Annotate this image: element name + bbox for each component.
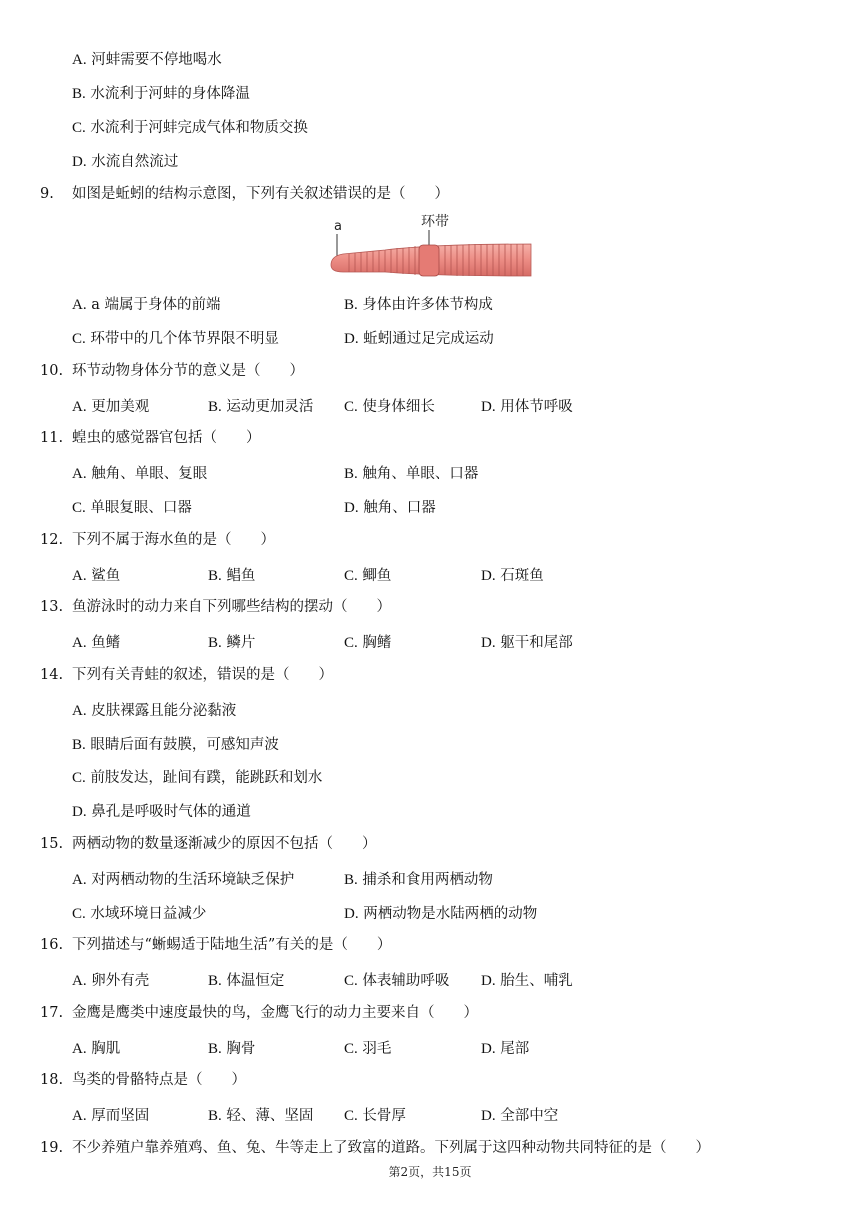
question-number: 19. — [40, 1140, 64, 1156]
question-number: 10. — [40, 363, 64, 379]
q11-option-b: B. 触角、单眼、口器 — [344, 466, 479, 482]
q14-option-d: D. 鼻孔是呼吸时气体的通道 — [72, 804, 251, 820]
question-stem: 鱼游泳时的动力来自下列哪些结构的摆动（ ） — [72, 599, 391, 615]
q18-option-d: D. 全部中空 — [481, 1108, 559, 1124]
question-stem: 如图是蚯蚓的结构示意图，下列有关叙述错误的是（ ） — [72, 186, 449, 202]
q14-option-c: C. 前肢发达，趾间有蹼，能跳跃和划水 — [72, 770, 323, 786]
q14-option-a: A. 皮肤裸露且能分泌黏液 — [72, 703, 237, 719]
q8-option-d: D. 水流自然流过 — [72, 154, 179, 170]
q17-option-b: B. 胸骨 — [208, 1041, 256, 1057]
q18-option-b: B. 轻、薄、坚固 — [208, 1108, 314, 1124]
q12-option-a: A. 鲨鱼 — [72, 568, 121, 584]
question-stem: 下列不属于海水鱼的是（ ） — [72, 532, 275, 548]
label-a: a — [334, 219, 342, 234]
q11-option-c: C. 单眼复眼、口器 — [72, 500, 192, 516]
q13-option-d: D. 躯干和尾部 — [481, 635, 573, 651]
q16-option-d: D. 胎生、哺乳 — [481, 973, 573, 989]
q12-option-c: C. 鲫鱼 — [344, 568, 392, 584]
q8-option-a: A. 河蚌需要不停地喝水 — [72, 52, 222, 68]
question-number: 9. — [40, 186, 54, 202]
question-stem: 下列有关青蛙的叙述，错误的是（ ） — [72, 667, 333, 683]
q9-option-a: A. a 端属于身体的前端 — [72, 297, 221, 313]
q15-option-d: D. 两栖动物是水陆两栖的动物 — [344, 906, 538, 922]
q17-option-d: D. 尾部 — [481, 1041, 530, 1057]
q17-option-a: A. 胸肌 — [72, 1041, 121, 1057]
q15-option-c: C. 水域环境日益减少 — [72, 906, 207, 922]
question-number: 16. — [40, 937, 64, 953]
label-clitellum: 环带 — [421, 214, 449, 230]
page-footer: 第2页，共15页 — [388, 1165, 472, 1179]
question-stem: 环节动物身体分节的意义是（ ） — [72, 363, 304, 379]
q10-option-d: D. 用体节呼吸 — [481, 399, 573, 415]
q9-option-b: B. 身体由许多体节构成 — [344, 297, 493, 313]
question-number: 12. — [40, 532, 64, 548]
q18-option-c: C. 长骨厚 — [344, 1108, 406, 1124]
q16-option-c: C. 体表辅助呼吸 — [344, 973, 450, 989]
question-number: 18. — [40, 1072, 64, 1088]
q12-option-b: B. 鲳鱼 — [208, 568, 256, 584]
q10-option-b: B. 运动更加灵活 — [208, 399, 314, 415]
q11-option-a: A. 触角、单眼、复眼 — [72, 466, 208, 482]
q13-option-b: B. 鳞片 — [208, 635, 256, 651]
q18-option-a: A. 厚而坚固 — [72, 1108, 150, 1124]
question-number: 14. — [40, 667, 64, 683]
question-number: 11. — [40, 430, 64, 446]
q13-option-a: A. 鱼鳍 — [72, 635, 121, 651]
q8-option-b: B. 水流利于河蚌的身体降温 — [72, 86, 250, 102]
question-stem: 金鹰是鹰类中速度最快的鸟，金鹰飞行的动力主要来自（ ） — [72, 1005, 478, 1021]
q9-option-d: D. 蚯蚓通过足完成运动 — [344, 331, 494, 347]
q13-option-c: C. 胸鳍 — [344, 635, 392, 651]
q11-option-d: D. 触角、口器 — [344, 500, 436, 516]
q12-option-d: D. 石斑鱼 — [481, 568, 544, 584]
q9-option-c: C. 环带中的几个体节界限不明显 — [72, 331, 279, 347]
q15-option-b: B. 捕杀和食用两栖动物 — [344, 872, 493, 888]
question-number: 17. — [40, 1005, 64, 1021]
q17-option-c: C. 羽毛 — [344, 1041, 392, 1057]
question-stem: 下列描述与“蜥蜴适于陆地生活”有关的是（ ） — [72, 937, 392, 953]
q15-option-a: A. 对两栖动物的生活环境缺乏保护 — [72, 872, 295, 888]
q10-option-a: A. 更加美观 — [72, 399, 150, 415]
q8-option-c: C. 水流利于河蚌完成气体和物质交换 — [72, 120, 308, 136]
earthworm-figure — [325, 210, 535, 282]
q14-option-b: B. 眼睛后面有鼓膜，可感知声波 — [72, 737, 279, 753]
q16-option-b: B. 体温恒定 — [208, 973, 285, 989]
question-stem: 鸟类的骨骼特点是（ ） — [72, 1072, 246, 1088]
question-stem: 不少养殖户靠养殖鸡、鱼、兔、牛等走上了致富的道路。下列属于这四种动物共同特征的是（ ） — [72, 1140, 710, 1156]
question-number: 13. — [40, 599, 64, 615]
q16-option-a: A. 卵外有壳 — [72, 973, 150, 989]
q10-option-c: C. 使身体细长 — [344, 399, 435, 415]
question-number: 15. — [40, 836, 64, 852]
question-stem: 两栖动物的数量逐渐减少的原因不包括（ ） — [72, 836, 377, 852]
question-stem: 蝗虫的感觉器官包括（ ） — [72, 430, 261, 446]
